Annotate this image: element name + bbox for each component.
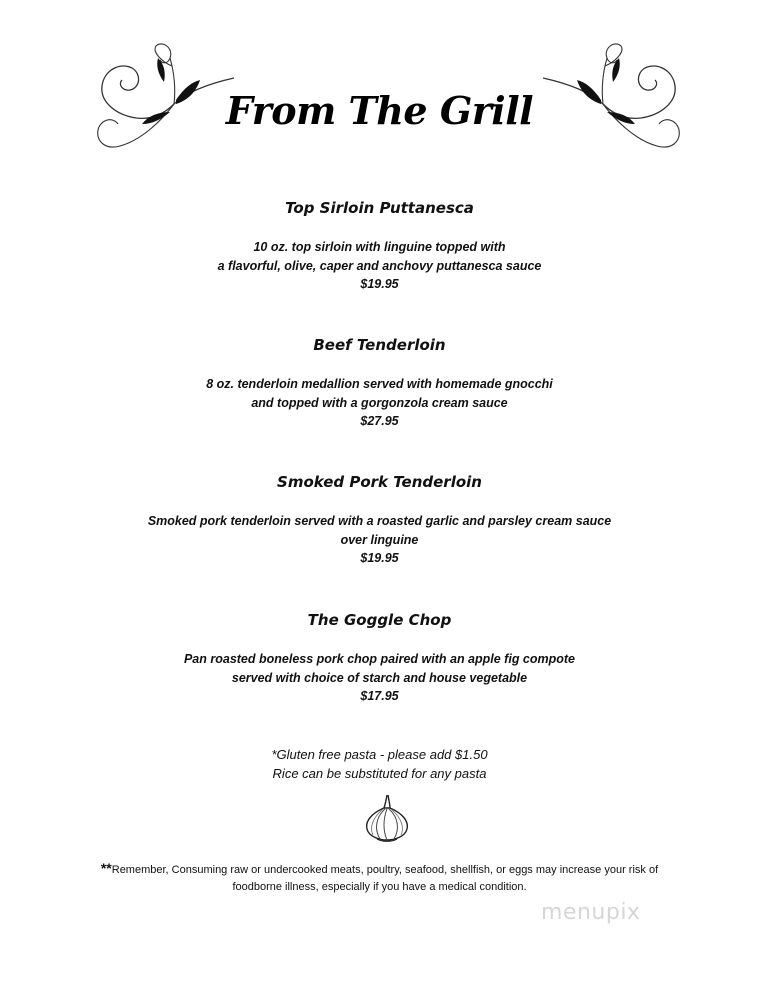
menu-item-name: Top Sirloin Puttanesca (285, 199, 474, 217)
menu-item (0, 198, 759, 294)
menu-item-description: 10 oz. top sirloin with linguine topped with (253, 240, 506, 254)
menu-item-name: Beef Tenderloin (313, 336, 446, 354)
gluten-free-note: *Gluten free pasta - please add $1.50 (271, 747, 488, 762)
menu-item-description: served with choice of starch and house vegetable (231, 670, 528, 685)
disclaimer-text: Remember, Consuming raw or undercooked meats, poultry, seafood, shellfish, or eggs may increase your risk of (111, 864, 659, 876)
menu-item-price: $17.95 (360, 689, 399, 703)
menu-item-name: The Goggle Chop (307, 611, 452, 629)
menu-item-description: 8 oz. tenderloin medallion served with homemade gnocchi (206, 377, 553, 391)
menu-item-price: $27.95 (360, 414, 399, 428)
menu-item-description: a flavorful, olive, caper and anchovy puttanesca sauce (217, 258, 542, 273)
page-title: From The Grill (225, 88, 534, 133)
menu-item (0, 610, 759, 706)
disclaimer-line: foodborne illness, especially if you have a medical condition. (232, 881, 527, 893)
rice-substitution-note: Rice can be substituted for any pasta (272, 765, 487, 781)
menu-item-description: and topped with a gorgonzola cream sauce (251, 395, 508, 410)
menu-item-description: over linguine (340, 532, 419, 547)
menu-item-name: Smoked Pork Tenderloin (277, 473, 482, 491)
menu-item-price: $19.95 (360, 277, 399, 291)
food-safety-disclaimer (0, 860, 759, 896)
menu-item (0, 335, 759, 431)
watermark: menupix (541, 900, 641, 925)
menu-notes (0, 746, 759, 783)
garlic-icon (362, 793, 412, 843)
disclaimer-line (0, 860, 759, 879)
disclaimer-stars: ** (100, 860, 112, 876)
menu-item-price: $19.95 (360, 551, 399, 565)
menu-item-description: Smoked pork tenderloin served with a roasted garlic and parsley cream sauce (147, 514, 612, 528)
menu-item (0, 472, 759, 568)
menu-item-description: Pan roasted boneless pork chop paired with an apple fig compote (183, 652, 576, 666)
